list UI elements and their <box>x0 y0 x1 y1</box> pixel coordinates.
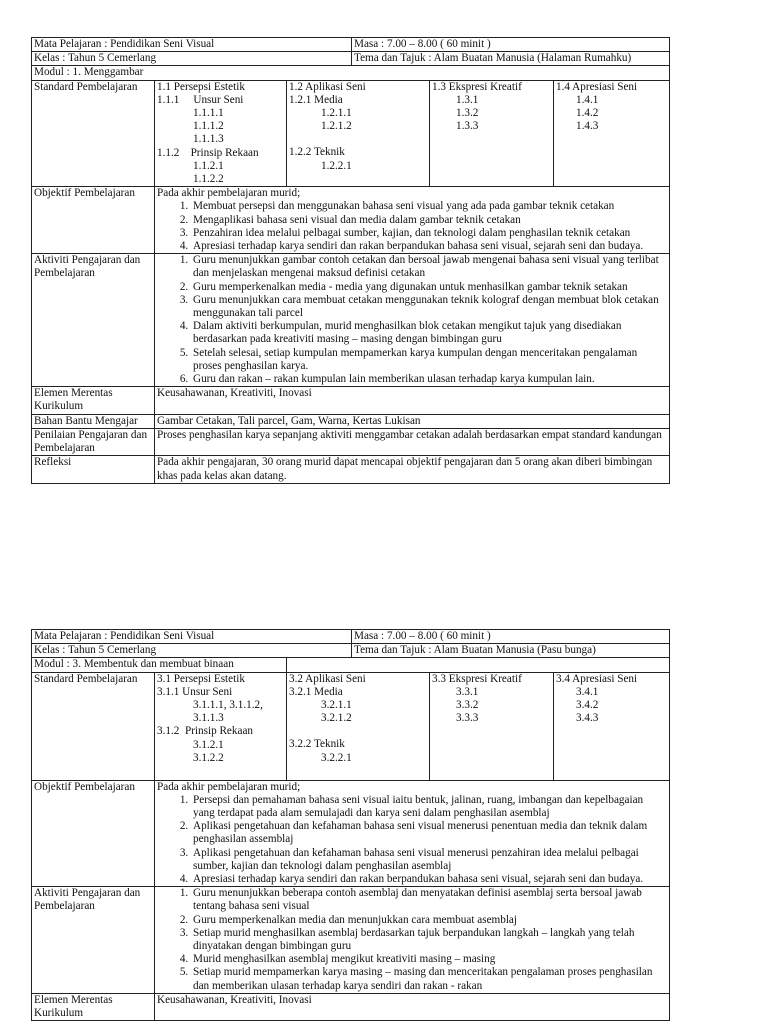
module-blank <box>287 658 670 672</box>
list-item: 3. Aplikasi pengetahuan dan kefahaman bahasa seni visual menerusi penzahiran idea melalui pelbagai sumber, kajian dan teknologi dalam penghasilan asemblaj <box>191 847 667 873</box>
standard-label: Standard Pembelajaran <box>32 80 155 187</box>
standard-col-2: 1.2 Aplikasi Seni 1.2.1 Media 1.2.1.1 1.2.1.2 1.2.2 Teknik 1.2.2.1 <box>287 80 430 187</box>
list-item: 4. Apresiasi terhadap karya sendiri dan rakan berpandukan bahasa seni visual, sejarah seni dan budaya. <box>191 240 667 253</box>
standard-col-4: 3.4 Apresiasi Seni 3.4.1 3.4.2 3.4.3 <box>554 672 670 780</box>
list-item: 1. Membuat persepsi dan menggunakan bahasa seni visual yang ada pada gambar teknik cetakan <box>191 200 667 213</box>
list-item: 5. Setiap murid mempamerkan karya masing – masing dan menceritakan pengalaman proses penghasilan dan memberikan ulasan terhadap karya sendiri dan rakan - rakan <box>191 966 667 992</box>
module: Modul : 1. Menggambar <box>32 66 670 80</box>
time: Masa : 7.00 – 8.00 ( 60 minit ) <box>352 38 670 52</box>
elements-content: Keusahawanan, Kreativiti, Inovasi <box>155 993 670 1020</box>
standard-col-1: 3.1 Persepsi Estetik 3.1.1 Unsur Seni 3.1.1.1, 3.1.1.2, 3.1.1.3 3.1.2 Prinsip Rekaan 3.1.2.1 3.1.2.2 <box>155 672 287 780</box>
objective-list <box>157 200 667 253</box>
subject: Mata Pelajaran : Pendidikan Seni Visual <box>32 38 352 52</box>
elements-content: Keusahawanan, Kreativiti, Inovasi <box>155 387 670 414</box>
standard-col-4: 1.4 Apresiasi Seni 1.4.1 1.4.2 1.4.3 <box>554 80 670 187</box>
list-item: 4. Murid menghasilkan asemblaj mengikut kreativiti masing – masing <box>191 953 667 966</box>
objective-label: Objektif Pembelajaran <box>32 780 155 887</box>
materials-content: Gambar Cetakan, Tali parcel, Gam, Warna, Kertas Lukisan <box>155 414 670 428</box>
reflection-content: Pada akhir pengajaran, 30 orang murid dapat mencapai objektif pengajaran dan 5 orang akan diberi bimbingan khas pada kelas akan datang. <box>155 456 670 483</box>
assessment-content: Proses penghasilan karya sepanjang aktiviti menggambar cetakan adalah berdasarkan empat standard kandungan <box>155 428 670 455</box>
subject: Mata Pelajaran : Pendidikan Seni Visual <box>32 630 352 644</box>
standard-label: Standard Pembelajaran <box>32 672 155 780</box>
objective-list <box>157 794 667 886</box>
list-item: 1. Guru menunjukkan beberapa contoh asemblaj dan menyatakan definisi asemblaj serta bersoal jawab tentang bahasa seni visual <box>191 887 667 913</box>
objective-label: Objektif Pembelajaran <box>32 187 155 254</box>
activity-list <box>157 887 667 993</box>
list-item: 4. Apresiasi terhadap karya sendiri dan rakan berpandukan bahasa seni visual, sejarah seni dan budaya. <box>191 873 667 886</box>
list-item: 6. Guru dan rakan – rakan kumpulan lain memberikan ulasan terhadap karya kumpulan lain. <box>191 373 667 386</box>
lesson-plan-2 <box>31 629 670 1021</box>
module: Modul : 3. Membentuk dan membuat binaan <box>32 658 287 672</box>
list-item: 3. Setiap murid menghasilkan asemblaj berdasarkan tajuk berpandukan langkah – langkah yang telah dinyatakan dengan bimbingan guru <box>191 927 667 953</box>
standard-col-1: 1.1 Persepsi Estetik 1.1.1 Unsur Seni 1.1.1.1 1.1.1.2 1.1.1.3 1.1.2 Prinsip Rekaan 1.1.2.1 1.1.2.2 <box>155 80 287 187</box>
list-item: 2. Guru memperkenalkan media dan menunjukkan cara membuat asemblaj <box>191 914 667 927</box>
activity-content <box>155 887 670 994</box>
class: Kelas : Tahun 5 Cemerlang <box>32 644 352 658</box>
standard-col-2: 3.2 Aplikasi Seni 3.2.1 Media 3.2.1.1 3.2.1.2 3.2.2 Teknik 3.2.2.1 <box>287 672 430 780</box>
standard-col-3: 3.3 Ekspresi Kreatif 3.3.1 3.3.2 3.3.3 <box>430 672 554 780</box>
list-item: 1. Guru menunjukkan gambar contoh cetakan dan bersoal jawab mengenai bahasa seni visual yang terlibat dan menjelaskan mengenai maksud definisi cetakan <box>191 254 667 280</box>
list-item: 2. Mengaplikasi bahasa seni visual dan media dalam gambar teknik cetakan <box>191 214 667 227</box>
list-item: 1. Persepsi dan pemahaman bahasa seni visual iaitu bentuk, jalinan, ruang, imbangan dan kepelbagaian yang terdapat pada alam semulajadi dan karya seni dalam penghasilan asemblaj <box>191 794 667 820</box>
reflection-label: Refleksi <box>32 456 155 483</box>
list-item: 3. Penzahiran idea melalui pelbagai sumber, kajian, dan teknologi dalam penghasilan teknik cetakan <box>191 227 667 240</box>
materials-label: Bahan Bantu Mengajar <box>32 414 155 428</box>
elements-label: Elemen Merentas Kurikulum <box>32 993 155 1020</box>
activity-list <box>157 254 667 386</box>
list-item: 5. Setelah selesai, setiap kumpulan mempamerkan karya kumpulan dengan menceritakan pengalaman proses penghasilan karya. <box>191 347 667 373</box>
elements-label: Elemen Merentas Kurikulum <box>32 387 155 414</box>
list-item: 2. Aplikasi pengetahuan dan kefahaman bahasa seni visual menerusi penentuan media dan teknik dalam penghasilan assemblaj <box>191 820 667 846</box>
theme: Tema dan Tajuk : Alam Buatan Manusia (Halaman Rumahku) <box>352 52 670 66</box>
objective-content: Pada akhir pembelajaran murid; 1. Persepsi dan pemahaman bahasa seni visual iaitu bentuk, jalinan, ruang, imbangan dan kepelbagaian yang terdapat pada alam semulajadi dan karya seni dalam penghasilan asemblaj 2. Aplikasi pengetahuan dan kefahaman bahasa seni visual menerusi penentuan media dan teknik dalam penghasilan assemblaj 3. Aplikasi pengetahuan dan kefahaman bahasa seni visual menerusi penzahiran idea melalui pelbagai sumber, kajian dan teknologi dalam penghasilan asemblaj 4. Apresiasi terhadap karya sendiri dan rakan berpandukan bahasa seni visual, sejarah seni dan budaya. <box>155 780 670 887</box>
list-item: 2. Guru memperkenalkan media - media yang digunakan untuk menhasilkan gambar teknik setakan <box>191 281 667 294</box>
activity-label: Aktiviti Pengajaran dan Pembelajaran <box>32 254 155 387</box>
assessment-label: Penilaian Pengajaran dan Pembelajaran <box>32 428 155 455</box>
list-item: 4. Dalam aktiviti berkumpulan, murid menghasilkan blok cetakan mengikut tajuk yang disediakan berdasarkan pada kreativiti masing – masing dengan bimbingan guru <box>191 320 667 346</box>
standard-col-3: 1.3 Ekspresi Kreatif 1.3.1 1.3.2 1.3.3 <box>430 80 554 187</box>
lesson-plan-1 <box>31 37 670 484</box>
time: Masa : 7.00 – 8.00 ( 60 minit ) <box>352 630 670 644</box>
class: Kelas : Tahun 5 Cemerlang <box>32 52 352 66</box>
list-item: 3. Guru menunjukkan cara membuat cetakan menggunakan teknik kolograf dengan membuat blok cetakan menggunakan tali parcel <box>191 294 667 320</box>
theme: Tema dan Tajuk : Alam Buatan Manusia (Pasu bunga) <box>352 644 670 658</box>
objective-content: Pada akhir pembelajaran murid; 1. Membuat persepsi dan menggunakan bahasa seni visual yang ada pada gambar teknik cetakan 2. Mengaplikasi bahasa seni visual dan media dalam gambar teknik cetakan 3. Penzahiran idea melalui pelbagai sumber, kajian, dan teknologi dalam penghasilan teknik cetakan 4. Apresiasi terhadap karya sendiri dan rakan berpandukan bahasa seni visual, sejarah seni dan budaya. <box>155 187 670 254</box>
activity-label: Aktiviti Pengajaran dan Pembelajaran <box>32 887 155 994</box>
activity-content <box>155 254 670 387</box>
